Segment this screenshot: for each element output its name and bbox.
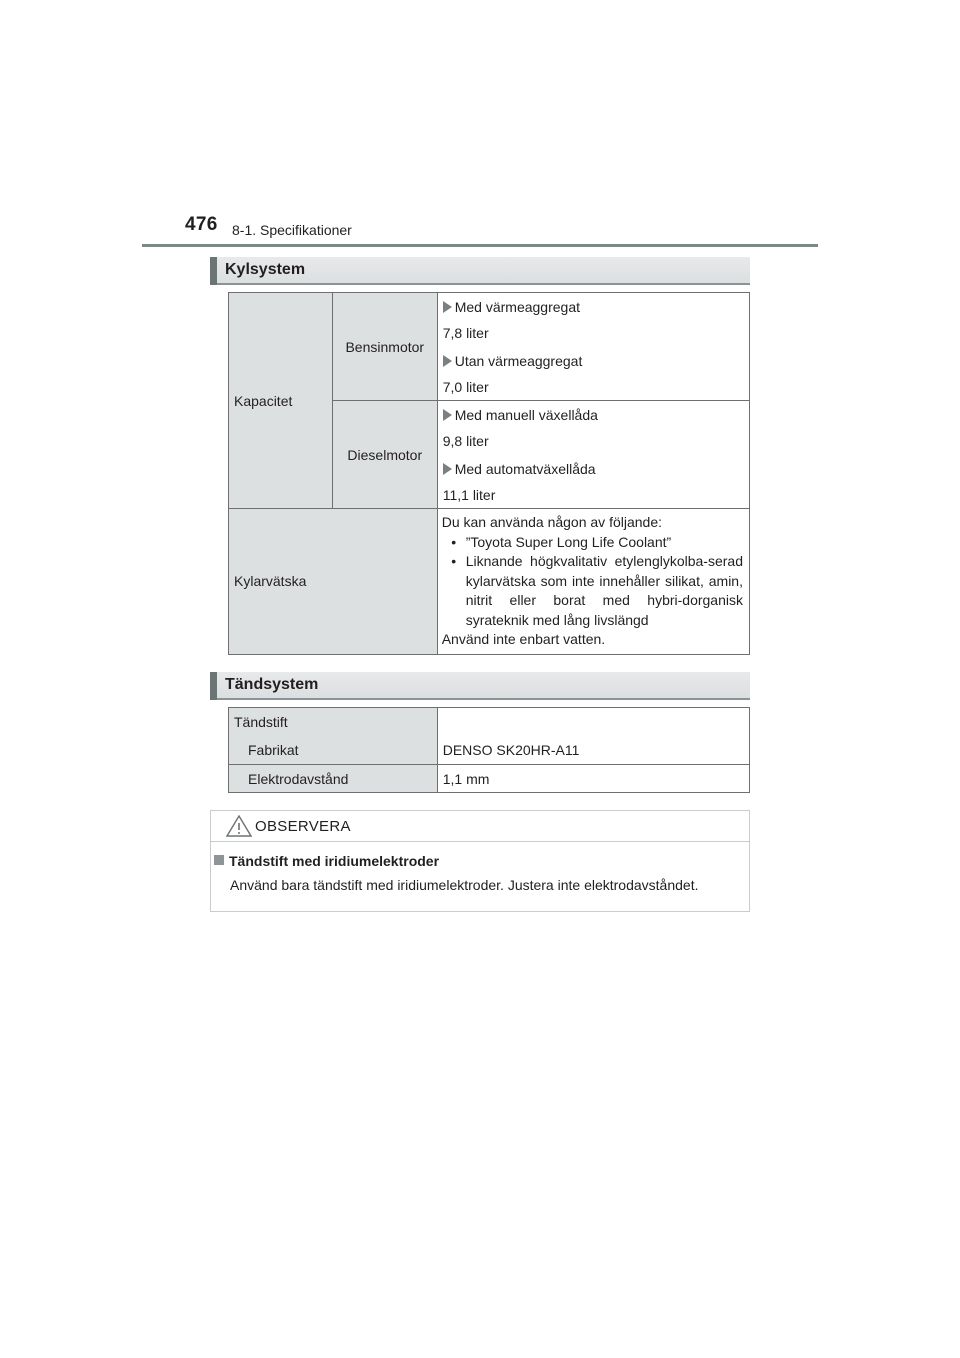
diesel-option-2: Med automatväxellåda	[454, 461, 596, 477]
diesel-option-1: Med manuell växellåda	[454, 407, 598, 423]
cooling-spec-table	[228, 292, 750, 655]
diesel-value-1: 9,8 liter	[442, 433, 489, 449]
diesel-engine-label: Dieselmotor	[347, 446, 423, 463]
petrol-value-1: 7,8 liter	[442, 325, 489, 341]
cooling-section-header	[210, 257, 750, 285]
make-label: Fabrikat	[248, 742, 299, 758]
warning-triangle-icon	[226, 815, 252, 837]
sparkplug-label: Tändstift	[234, 714, 288, 730]
notice-title: OBSERVERA	[255, 818, 351, 835]
coolant-label: Kylarvätska	[234, 573, 307, 590]
breadcrumb: 8-1. Specifikationer	[232, 222, 352, 238]
capacity-label-cell	[229, 293, 333, 509]
arrow-icon	[443, 355, 452, 367]
diesel-engine-cell	[332, 401, 437, 509]
coolant-bullet-1: • ”Toyota Super Long Life Coolant”	[442, 533, 743, 553]
ignition-section-title: Tändsystem	[225, 676, 319, 693]
petrol-capacity-cell	[437, 293, 749, 401]
cooling-section-title: Kylsystem	[225, 261, 306, 278]
notice-header	[211, 811, 749, 842]
coolant-intro: Du kan använda någon av följande:	[441, 514, 662, 530]
arrow-icon	[443, 301, 452, 313]
ignition-section-header	[210, 672, 750, 700]
sparkplug-label-cell	[229, 708, 438, 765]
section-marker	[210, 257, 217, 285]
diesel-capacity-cell	[437, 401, 749, 509]
ignition-spec-table	[228, 707, 750, 793]
petrol-option-1: Med värmeaggregat	[454, 299, 581, 315]
make-value: DENSO SK20HR-A11	[442, 742, 580, 758]
petrol-engine-cell	[332, 293, 437, 401]
capacity-label: Kapacitet	[234, 392, 293, 409]
coolant-label-cell	[229, 509, 438, 655]
coolant-description-cell	[437, 509, 749, 655]
make-value-cell	[437, 708, 749, 765]
caution-notice	[210, 810, 750, 912]
gap-value-cell	[437, 765, 749, 793]
petrol-value-2: 7,0 liter	[442, 379, 489, 395]
coolant-outro: Använd inte enbart vatten.	[441, 631, 606, 647]
gap-label-cell	[229, 765, 438, 793]
square-bullet-icon	[214, 855, 224, 865]
arrow-icon	[443, 409, 452, 421]
diesel-value-2: 11,1 liter	[442, 487, 496, 503]
header-divider	[142, 244, 818, 247]
petrol-option-2: Utan värmeaggregat	[454, 353, 583, 369]
gap-label: Elektrodavstånd	[248, 770, 349, 787]
notice-heading: Tändstift med iridiumelektroder	[229, 853, 440, 869]
coolant-bullet-2: • Liknande högkvalitativ etylenglykolba-serad kylarvätska som inte innehåller silikat, amin, nitrit eller borat med hybri-dorganisk syrateknik med lång livslängd	[442, 552, 743, 630]
coolant-bullet-2-text: Liknande högkvalitativ etylenglykolba-serad kylarvätska som inte innehåller silikat, amin, nitrit eller borat med hybri-dorganisk syrateknik med lång livslängd	[465, 553, 743, 628]
section-marker	[210, 672, 217, 700]
arrow-icon	[443, 463, 452, 475]
notice-text: Använd bara tändstift med iridiumelektroder. Justera inte elektrodavståndet.	[230, 877, 699, 893]
gap-value: 1,1 mm	[442, 770, 490, 787]
petrol-engine-label: Bensinmotor	[345, 338, 425, 355]
coolant-bullet-1-text: ”Toyota Super Long Life Coolant”	[465, 533, 672, 550]
page-number: 476	[185, 214, 218, 235]
